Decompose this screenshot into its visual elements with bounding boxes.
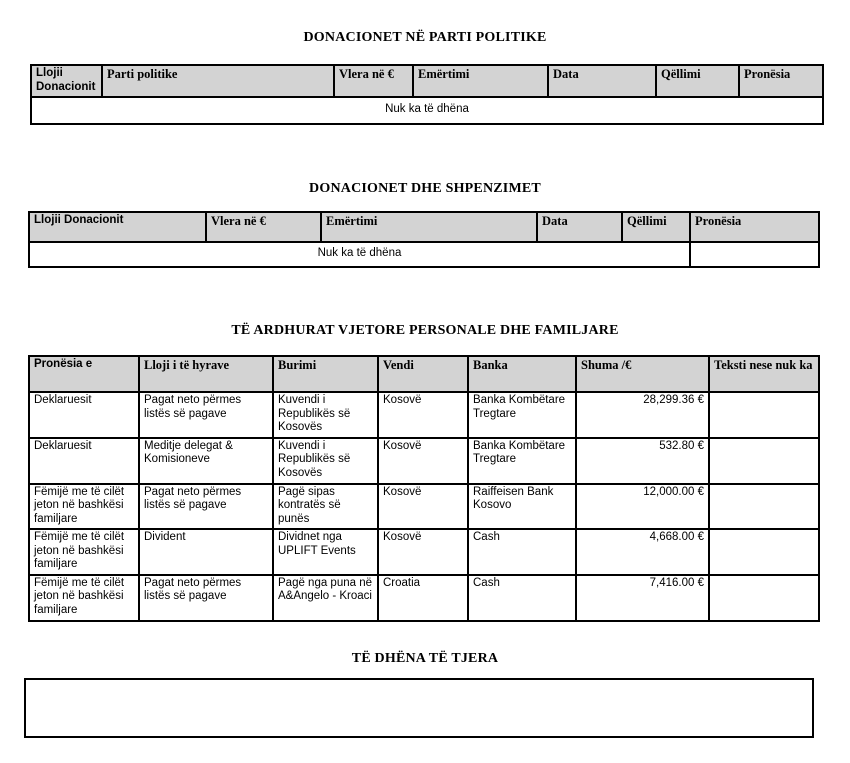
cell-teksti xyxy=(709,575,819,621)
cell-shuma: 28,299.36 € xyxy=(576,392,709,438)
title-annual-income: TË ARDHURAT VJETORE PERSONALE DHE FAMILJARE xyxy=(231,323,619,339)
column-header-vendi: Vendi xyxy=(378,356,468,392)
no-data-cell: Nuk ka të dhëna xyxy=(29,242,690,267)
column-header-data: Data xyxy=(548,65,656,97)
cell-burimi: Kuvendi i Republikës së Kosovës xyxy=(273,392,378,438)
table-header-row xyxy=(31,65,823,97)
column-header-qellimi: Qëllimi xyxy=(656,65,739,97)
cell-pronesia: Deklaruesit xyxy=(29,438,139,484)
column-header-pronesia: Pronësia xyxy=(690,212,819,242)
cell-lloji: Pagat neto përmes listës së pagave xyxy=(139,575,273,621)
table-row xyxy=(29,242,819,267)
cell-teksti xyxy=(709,484,819,530)
income-table-row xyxy=(29,575,819,621)
column-header-parti-politike: Parti politike xyxy=(102,65,334,97)
column-header-pronesia-e: Pronësia e xyxy=(29,356,139,392)
column-header-qellimi: Qëllimi xyxy=(622,212,690,242)
cell-lloji: Pagat neto përmes listës së pagave xyxy=(139,392,273,438)
cell-teksti xyxy=(709,529,819,575)
column-header-emertimi: Emërtimi xyxy=(321,212,537,242)
donations-political-parties-table xyxy=(30,64,824,125)
cell-pronesia: Fëmijë me të cilët jeton në bashkësi familjare xyxy=(29,575,139,621)
cell-shuma: 7,416.00 € xyxy=(576,575,709,621)
cell-teksti xyxy=(709,438,819,484)
cell-pronesia: Deklaruesit xyxy=(29,392,139,438)
title-donations-political-parties: DONACIONET NË PARTI POLITIKE xyxy=(303,30,547,45)
cell-banka: Banka Kombëtare Tregtare xyxy=(468,392,576,438)
column-header-data: Data xyxy=(537,212,622,242)
column-header-vlera: Vlera në € xyxy=(206,212,321,242)
cell-lloji: Pagat neto përmes listës së pagave xyxy=(139,484,273,530)
cell-burimi: Dividnet nga UPLIFT Events xyxy=(273,529,378,575)
table-header-row xyxy=(29,356,819,392)
cell-pronesia: Fëmijë me të cilët jeton në bashkësi familjare xyxy=(29,484,139,530)
income-table-row xyxy=(29,392,819,438)
cell-burimi: Pagë sipas kontratës së punës xyxy=(273,484,378,530)
column-header-lloji-donacionit: Llojii Donacionit xyxy=(31,65,102,97)
title-donations-expenses: DONACIONET DHE SHPENZIMET xyxy=(309,181,541,197)
cell-lloji: Meditje delegat & Komisioneve xyxy=(139,438,273,484)
cell-shuma: 4,668.00 € xyxy=(576,529,709,575)
cell-vendi: Kosovë xyxy=(378,529,468,575)
title-other-data: TË DHËNA TË TJERA xyxy=(351,650,499,666)
cell-burimi: Pagë nga puna në A&Angelo - Kroaci xyxy=(273,575,378,621)
cell-banka: Cash xyxy=(468,529,576,575)
column-header-vlera: Vlera në € xyxy=(334,65,413,97)
income-table-row xyxy=(29,529,819,575)
table-header-row xyxy=(29,212,819,242)
column-header-burimi: Burimi xyxy=(273,356,378,392)
column-header-lloji-te-hyrave: Lloji i të hyrave xyxy=(139,356,273,392)
cell-vendi: Kosovë xyxy=(378,484,468,530)
cell-burimi: Kuvendi i Republikës së Kosovës xyxy=(273,438,378,484)
column-header-banka: Banka xyxy=(468,356,576,392)
cell-shuma: 532.80 € xyxy=(576,438,709,484)
no-data-cell: Nuk ka të dhëna xyxy=(31,97,823,124)
column-header-shuma: Shuma /€ xyxy=(576,356,709,392)
empty-pronesia-cell xyxy=(690,242,819,267)
income-table-row xyxy=(29,438,819,484)
cell-vendi: Kosovë xyxy=(378,392,468,438)
cell-teksti xyxy=(709,392,819,438)
cell-vendi: Croatia xyxy=(378,575,468,621)
cell-pronesia: Fëmijë me të cilët jeton në bashkësi familjare xyxy=(29,529,139,575)
income-table-row xyxy=(29,484,819,530)
annual-income-table xyxy=(28,355,820,621)
column-header-pronesia: Pronësia xyxy=(739,65,823,97)
column-header-lloji-donacionit: Llojii Donacionit xyxy=(29,212,206,242)
cell-banka: Raiffeisen Bank Kosovo xyxy=(468,484,576,530)
cell-vendi: Kosovë xyxy=(378,438,468,484)
cell-shuma: 12,000.00 € xyxy=(576,484,709,530)
cell-banka: Banka Kombëtare Tregtare xyxy=(468,438,576,484)
column-header-teksti: Teksti nese nuk ka xyxy=(709,356,819,392)
cell-banka: Cash xyxy=(468,575,576,621)
donations-expenses-table xyxy=(28,211,820,268)
column-header-emertimi: Emërtimi xyxy=(413,65,548,97)
other-data-box xyxy=(24,678,814,738)
cell-lloji: Divident xyxy=(139,529,273,575)
table-row xyxy=(31,97,823,124)
